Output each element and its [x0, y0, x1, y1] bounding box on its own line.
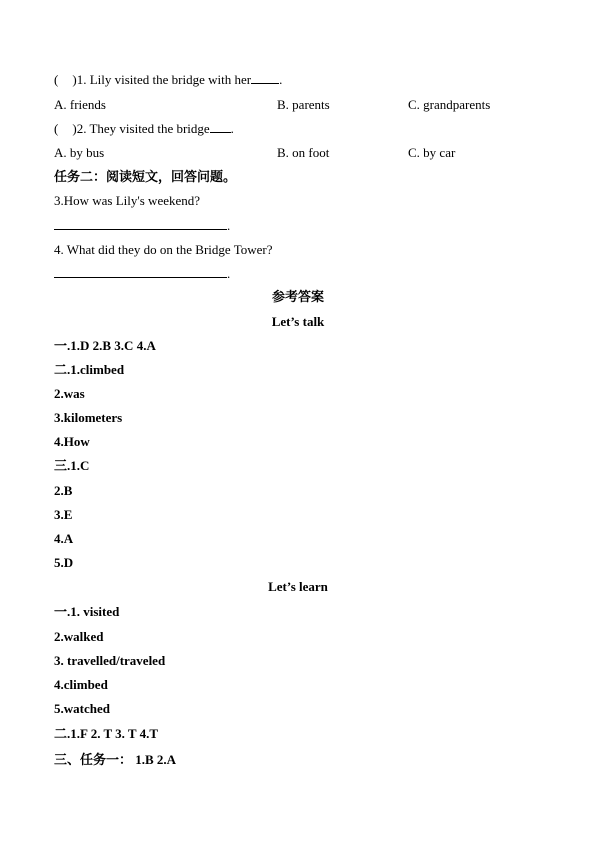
talk-answer-line: 5.D [54, 555, 74, 570]
question-1 [54, 72, 282, 88]
learn-answer-line: 一.1. visited [54, 604, 120, 619]
learn-answer-line: 二.1.F 2. T 3. T 4.T [54, 726, 159, 741]
talk-answer-line: 2.B [54, 483, 73, 498]
talk-answer-line: 4.How [54, 434, 90, 449]
answer-rule [54, 266, 227, 278]
paren-close: ) [72, 72, 77, 87]
talk-answer-line: 2.was [54, 386, 85, 401]
question-2-text: 2. They visited the bridge [76, 121, 210, 136]
talk-answer-line: 三.1.C [54, 458, 90, 473]
talk-answer-line: 3.E [54, 507, 73, 522]
answer-blank [210, 121, 231, 133]
paren-close: ) [72, 121, 77, 136]
learn-answer-line: 三、任务一： 1.B 2.A [54, 752, 177, 767]
learn-answer-line: 5.watched [54, 701, 110, 716]
question-3: 3.How was Lily's weekend? [54, 193, 201, 208]
answer-line-end: . [227, 218, 231, 233]
answer-line-4 [54, 266, 230, 280]
answers-title: 参考答案 [271, 289, 324, 304]
learn-answer-line: 2.walked [54, 629, 104, 644]
talk-answer-line: 3.kilometers [54, 410, 123, 425]
q1-option-b: B. parents [277, 97, 330, 112]
question-1-end: . [279, 72, 283, 87]
question-2 [54, 121, 234, 137]
lets-learn-title: Let’s learn [268, 579, 328, 594]
task-2-heading: 任务二：阅读短文，回答问题。 [54, 169, 237, 184]
learn-answer-line: 4.climbed [54, 677, 108, 692]
q2-option-a: A. by bus [54, 145, 105, 160]
answer-blank [251, 72, 279, 84]
answer-rule [54, 218, 227, 230]
q1-option-c: C. grandparents [408, 97, 491, 112]
q1-option-a: A. friends [54, 97, 106, 112]
talk-answer-line: 一.1.D 2.B 3.C 4.A [54, 338, 156, 353]
answer-line-3 [54, 218, 230, 232]
talk-answer-line: 4.A [54, 531, 74, 546]
lets-talk-title: Let’s talk [271, 314, 325, 329]
paren-open: ( [54, 72, 59, 87]
learn-answer-line: 3. travelled/traveled [54, 653, 166, 668]
q2-option-c: C. by car [408, 145, 456, 160]
question-2-end: . [230, 121, 234, 136]
talk-answer-line: 二.1.climbed [54, 362, 125, 377]
question-4: 4. What did they do on the Bridge Tower? [54, 242, 273, 257]
q2-option-b: B. on foot [277, 145, 330, 160]
paren-open: ( [54, 121, 59, 136]
answer-line-end: . [227, 266, 231, 281]
question-1-text: 1. Lily visited the bridge with her [76, 72, 252, 87]
